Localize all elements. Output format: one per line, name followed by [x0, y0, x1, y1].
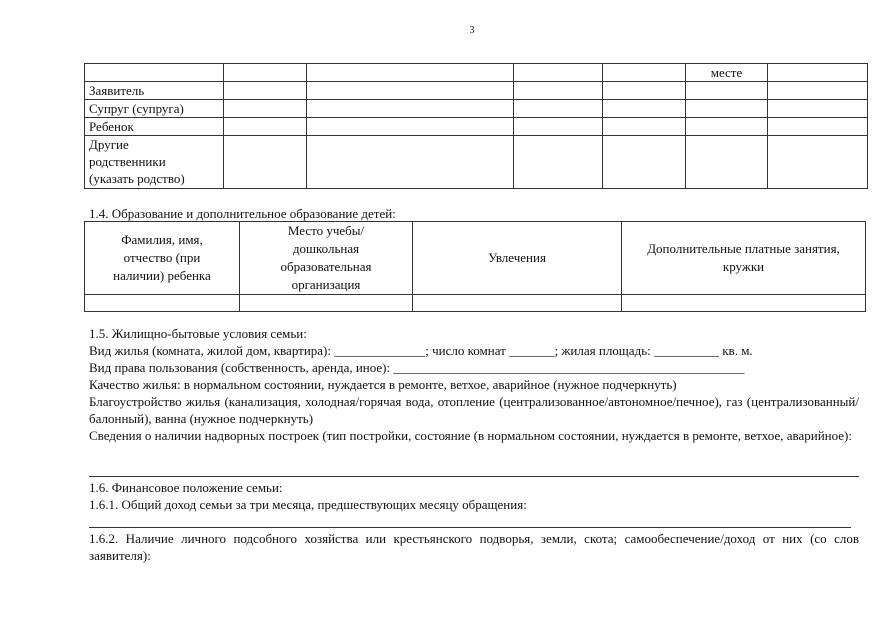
fill-in-line — [89, 476, 859, 477]
header-line: дошкольная — [292, 241, 360, 256]
table-cell — [240, 295, 413, 312]
table-row — [85, 82, 868, 100]
family-table — [84, 63, 868, 189]
label-line: (указать родство) — [89, 171, 185, 186]
usage-right-line: Вид права пользования (собственность, аренда, иное): ______________________________________________________ — [89, 360, 745, 375]
table-cell — [224, 64, 307, 82]
table-cell — [686, 118, 768, 136]
income-line: 1.6.1. Общий доход семьи за три месяца, предшествующих месяцу обращения: — [89, 497, 527, 512]
table-cell — [85, 295, 240, 312]
table-cell — [514, 82, 603, 100]
table-cell — [514, 118, 603, 136]
section-1-4-title: 1.4. Образование и дополнительное образование детей: — [89, 206, 396, 221]
table-cell — [603, 82, 686, 100]
header-fragment: месте — [686, 64, 768, 82]
table-row — [85, 136, 868, 189]
header-paid-classes — [622, 222, 866, 295]
table-row — [85, 295, 866, 312]
header-child-name — [85, 222, 240, 295]
page-number: 3 — [469, 25, 475, 36]
education-table-header-row — [85, 222, 866, 295]
section-1-6-title: 1.6. Финансовое положение семьи: — [89, 480, 283, 495]
table-cell — [603, 100, 686, 118]
table-cell — [85, 64, 224, 82]
table-cell — [224, 136, 307, 189]
header-line: Фамилия, имя, — [121, 232, 203, 247]
table-cell — [307, 64, 514, 82]
table-cell — [686, 100, 768, 118]
table-cell — [622, 295, 866, 312]
education-table — [84, 221, 866, 312]
table-cell — [686, 136, 768, 189]
table-cell — [768, 82, 868, 100]
table-cell — [224, 118, 307, 136]
row-label-child: Ребенок — [85, 118, 224, 136]
row-label-other-relatives — [85, 136, 224, 189]
row-label-spouse: Супруг (супруга) — [85, 100, 224, 118]
header-line: кружки — [722, 259, 765, 274]
label-line: родственники — [89, 154, 166, 169]
table-cell — [224, 100, 307, 118]
table-cell — [413, 295, 622, 312]
section-1-5-title: 1.5. Жилищно-бытовые условия семьи: — [89, 326, 307, 341]
header-line: наличии) ребенка — [113, 268, 211, 283]
header-line: Дополнительные платные занятия, — [647, 241, 840, 256]
header-line: организация — [291, 277, 361, 292]
table-cell — [686, 82, 768, 100]
housing-type-line: Вид жилья (комната, жилой дом, квартира): ______________; число комнат _______; жилая площадь: __________ кв. м. — [89, 343, 753, 358]
row-label-applicant: Заявитель — [85, 82, 224, 100]
table-cell — [768, 64, 868, 82]
table-cell — [514, 100, 603, 118]
table-cell — [224, 82, 307, 100]
fill-in-line — [89, 527, 851, 528]
family-table-header-row — [85, 64, 868, 82]
table-cell — [307, 100, 514, 118]
table-cell — [307, 136, 514, 189]
table-cell — [768, 100, 868, 118]
header-place-of-study — [240, 222, 413, 295]
header-line: Место учебы/ — [287, 223, 365, 238]
table-cell — [768, 136, 868, 189]
household-paragraph: 1.6.2. Наличие личного подсобного хозяйства или крестьянского подворья, земли, скота; самообеспечение/доход от них (со слов заявителя): — [89, 531, 859, 563]
outbuildings-paragraph: Сведения о наличии надворных построек (тип постройки, состояние (в нормальном состоянии, нуждается в ремонте, ветхое, аварийное): — [89, 428, 852, 443]
table-cell — [307, 82, 514, 100]
table-cell — [603, 64, 686, 82]
table-cell — [514, 64, 603, 82]
label-line: Другие — [89, 137, 129, 152]
table-cell — [768, 118, 868, 136]
header-line: отчество (при — [123, 250, 201, 265]
table-cell — [603, 118, 686, 136]
table-cell — [307, 118, 514, 136]
table-cell — [603, 136, 686, 189]
table-cell — [514, 136, 603, 189]
table-row — [85, 100, 868, 118]
header-line: образовательная — [280, 259, 372, 274]
table-row — [85, 118, 868, 136]
header-hobbies: Увлечения — [413, 222, 622, 295]
housing-quality-line: Качество жилья: в нормальном состоянии, нуждается в ремонте, ветхое, аварийное (нужное подчеркнуть) — [89, 377, 677, 392]
amenities-paragraph: Благоустройство жилья (канализация, холодная/горячая вода, отопление (централизованное/автономное/печное), газ (централизованный/балонный), ванна (нужное подчеркнуть) — [89, 394, 859, 426]
